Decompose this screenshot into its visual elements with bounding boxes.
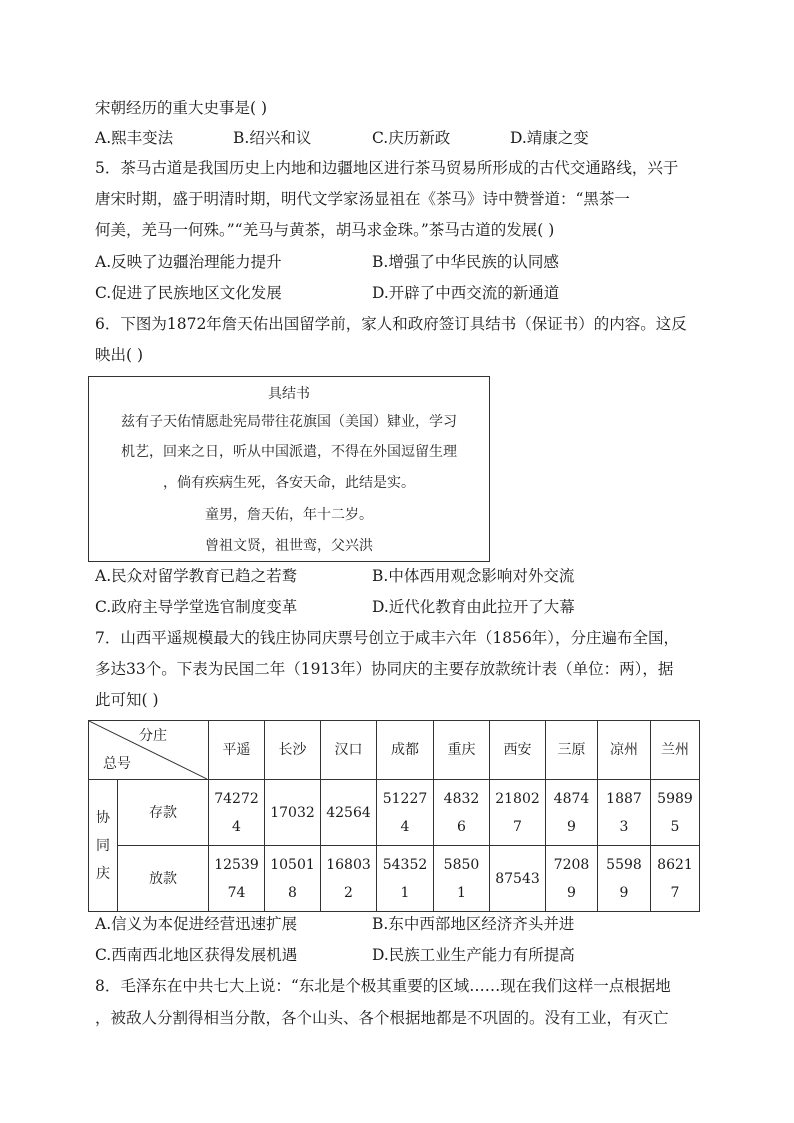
cell-line: 74272 [214, 790, 259, 807]
table-cell [546, 846, 598, 912]
cell-line: 4 [400, 818, 410, 835]
table-cell [651, 780, 700, 846]
cell-line: 16803 [326, 856, 371, 873]
table-cell [434, 780, 490, 846]
cell-line: 6 [457, 818, 466, 835]
q7-line-2: 多达33个。下表为民国二年（1913年）协同庆的主要存放款统计表（单位：两），据 [95, 660, 674, 678]
table-cell [377, 846, 434, 912]
branch-header: 汉口 [321, 721, 377, 780]
group-label-cell [89, 780, 118, 912]
q6-line-1: 6．下图为1872年詹天佑出国留学前，家人和政府签订具结书（保证书）的内容。这反 [95, 315, 687, 333]
table-header-row [89, 721, 700, 780]
q6-option-b: B.中体西用观念影响对外交流 [372, 567, 575, 585]
table-cell [209, 780, 265, 846]
cell-line: 1887 [606, 790, 642, 807]
guarantee-letter-title: 具结书 [268, 386, 310, 402]
cell-line: 4832 [443, 790, 480, 807]
branch-header: 兰州 [651, 721, 700, 780]
table-cell [321, 780, 377, 846]
q4-option-c: C.庆历新政 [372, 129, 451, 147]
cell-line: 2 [344, 884, 353, 901]
q5-line-1: 5．茶马古道是我国历史上内地和边疆地区进行茶马贸易所形成的古代交通路线，兴于 [95, 159, 679, 177]
corner-label-branch: 分庄 [139, 728, 167, 744]
cell-line: 5989 [657, 790, 693, 807]
cell-line: 1 [457, 884, 466, 901]
q5-option-d: D.开辟了中西交流的新通道 [372, 284, 560, 302]
cell-line: 12539 [214, 856, 259, 873]
cell-line: 10501 [270, 856, 315, 873]
q5-line-3: 何美，羌马一何殊。”“羌马与黄茶，胡马求金珠。”茶马古道的发展( ) [95, 221, 555, 239]
table-cell [265, 846, 321, 912]
table-cell [209, 846, 265, 912]
branch-header: 凉州 [598, 721, 651, 780]
cell-line: 7 [670, 884, 680, 901]
q5-option-c: C.促进了民族地区文化发展 [95, 284, 282, 302]
table-cell [434, 846, 490, 912]
table-cell [265, 780, 321, 846]
q5-option-b: B.增强了中华民族的认同感 [372, 253, 559, 271]
q4-option-a: A.熙丰变法 [95, 129, 174, 147]
cell-line: 5598 [606, 856, 642, 873]
branch-header: 成都 [377, 721, 434, 780]
cell-line: 9 [619, 884, 629, 901]
cell-line: 8621 [657, 856, 693, 873]
guarantee-letter-line: 童男，詹天佑，年十二岁。 [205, 507, 373, 523]
group-label-char: 庆 [96, 865, 110, 882]
q7-option-b: B.东中西部地区经济齐头并进 [372, 915, 575, 933]
cell-line: 17032 [270, 804, 315, 821]
guarantee-letter-line: 曾祖文贤，祖世鸾，父兴洪 [205, 538, 373, 554]
q7-option-a: A.信义为本促进经营迅速扩展 [95, 915, 298, 933]
branch-header: 三原 [546, 721, 598, 780]
group-label-char: 同 [96, 837, 110, 854]
corner-label-head: 总号 [103, 756, 131, 772]
table-cell [377, 780, 434, 846]
q6-line-2: 映出( ) [95, 346, 144, 364]
cell-line: 4874 [553, 790, 590, 807]
row-label: 放款 [118, 846, 209, 912]
cell-line: 74 [227, 884, 246, 901]
q6-option-c: C.政府主导学堂选官制度变革 [95, 598, 298, 616]
cell-line: 9 [567, 884, 576, 901]
cell-line: 87543 [495, 870, 540, 887]
q7-line-3: 此可知( ) [95, 691, 159, 709]
q7-line-1: 7．山西平遥规模最大的钱庄协同庆票号创立于咸丰六年（1856年），分庄遍布全国， [95, 629, 680, 647]
cell-line: 5 [670, 818, 680, 835]
q7-option-d: D.民族工业生产能力有所提高 [372, 946, 575, 964]
cell-line: 7 [513, 818, 522, 835]
table-cell [490, 846, 546, 912]
guarantee-letter-line: 兹有子天佑情愿赴宪局带往花旗国（美国）肄业，学习 [121, 414, 457, 430]
cell-line: 3 [619, 818, 629, 835]
q4-stem-end: 宋朝经历的重大史事是( ) [95, 99, 268, 117]
table-cell [321, 846, 377, 912]
guarantee-letter-line: ，倘有疾病生死，各安天命，此结是实。 [163, 475, 415, 491]
guarantee-letter-line: 机艺，回来之日，听从中国派遣，不得在外国逗留生理 [121, 444, 457, 460]
q6-option-d: D.近代化教育由此拉开了大幕 [372, 598, 575, 616]
cell-line: 42564 [326, 804, 371, 821]
cell-line: 51227 [382, 790, 428, 807]
cell-line: 54352 [382, 856, 428, 873]
q5-option-a: A.反映了边疆治理能力提升 [95, 253, 282, 271]
q8-line-1: 8．毛泽东在中共七大上说：“东北是个极其重要的区域……现在我们这样一点根据地 [95, 977, 671, 995]
q8-line-2: ，被敌人分割得相当分散，各个山头、各个根据地都是不巩固的。没有工业，有灭亡 [95, 1009, 669, 1027]
cell-line: 21802 [495, 790, 540, 807]
cell-line: 8 [288, 884, 297, 901]
branch-header: 重庆 [434, 721, 490, 780]
q7-option-c: C.西南西北地区获得发展机遇 [95, 946, 298, 964]
branch-header: 平遥 [209, 721, 265, 780]
table-cell [546, 780, 598, 846]
branch-header: 西安 [490, 721, 546, 780]
table-corner-cell [89, 721, 209, 780]
q4-option-d: D.靖康之变 [510, 129, 589, 147]
branch-header: 长沙 [265, 721, 321, 780]
group-label-char: 协 [96, 809, 110, 826]
cell-line: 1 [400, 884, 410, 901]
table-cell [651, 846, 700, 912]
table-cell [490, 780, 546, 846]
row-label: 存款 [118, 780, 209, 846]
guarantee-letter-box [88, 376, 490, 562]
cell-line: 9 [567, 818, 576, 835]
q6-option-a: A.民众对留学教育已趋之若鹜 [95, 567, 298, 585]
cell-line: 7208 [553, 856, 590, 873]
table-cell [598, 846, 651, 912]
q4-option-b: B.绍兴和议 [233, 129, 312, 147]
table-cell [598, 780, 651, 846]
table-row-loan [89, 846, 700, 912]
cell-line: 5850 [443, 856, 480, 873]
q5-line-2: 唐宋时期，盛于明清时期，明代文学家汤显祖在《茶马》诗中赞誉道：“黑茶一 [95, 190, 630, 208]
deposit-loan-table [88, 720, 700, 912]
cell-line: 4 [232, 818, 241, 835]
table-row-deposit [89, 780, 700, 846]
